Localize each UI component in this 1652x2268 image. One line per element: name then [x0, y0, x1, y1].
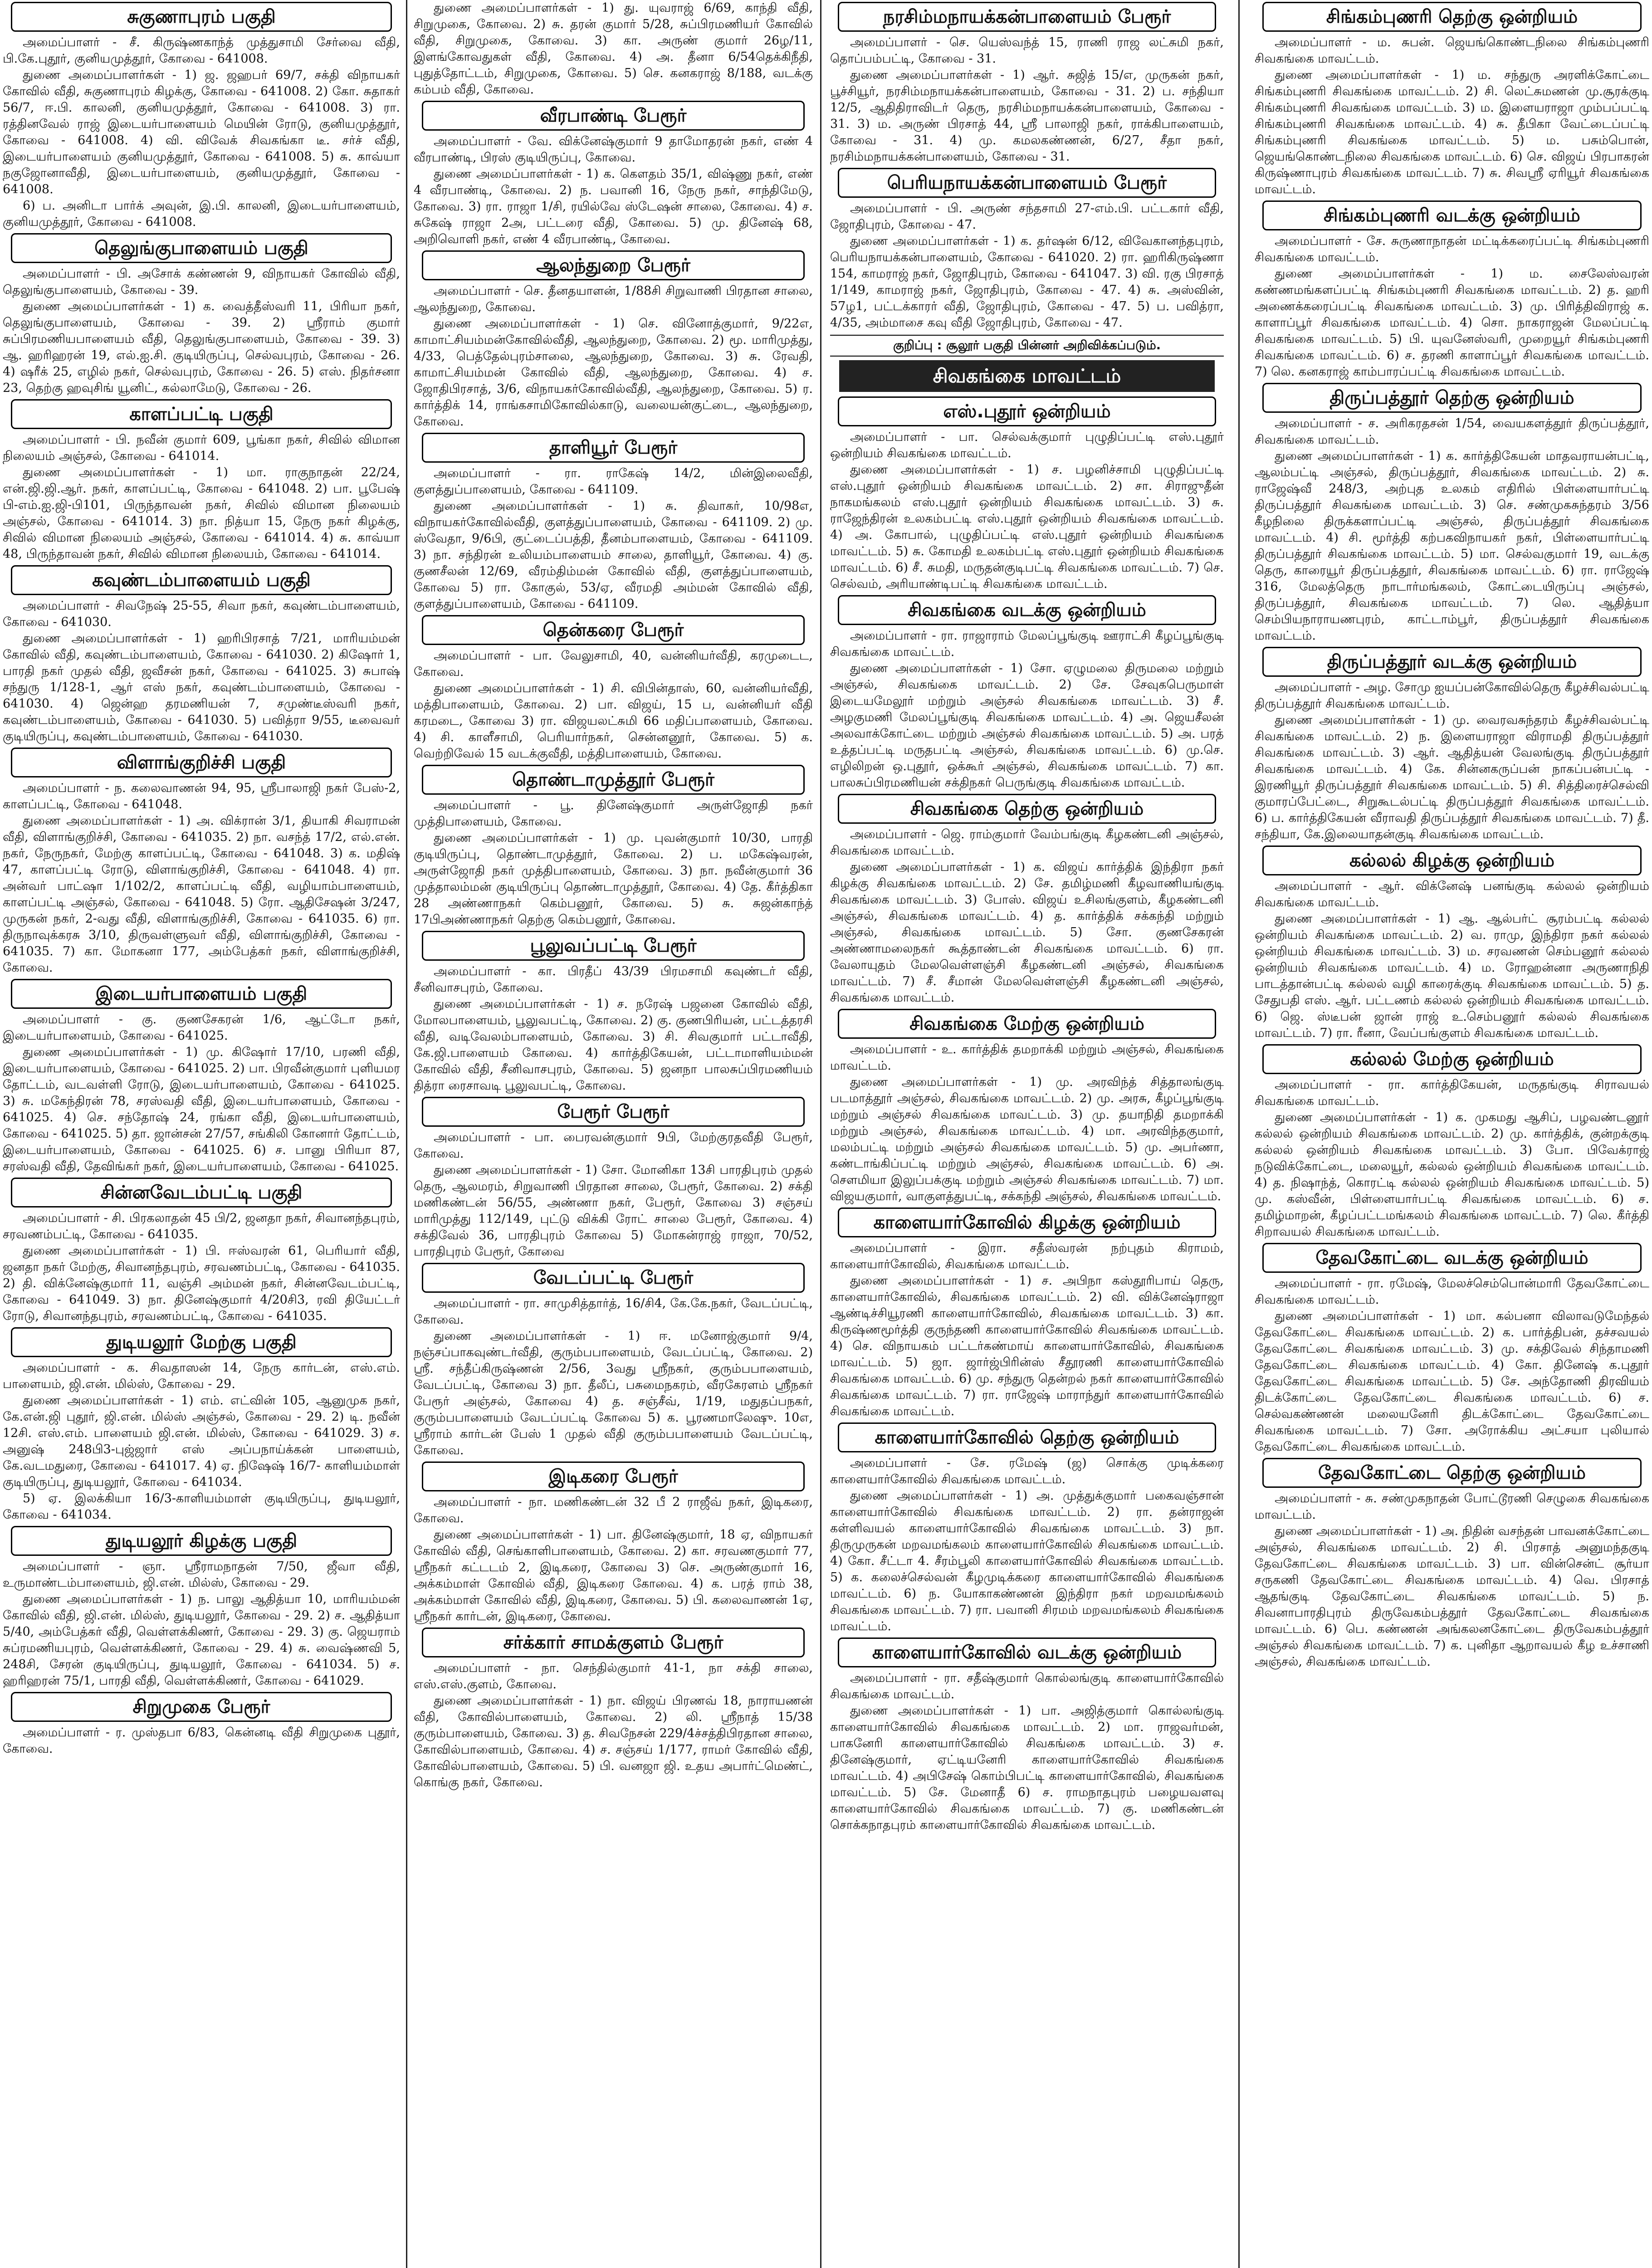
section-paragraph: அமைப்பாளர் - பூ. தினேஷ்குமார் அருள்ஜோதி நகர் முத்திபாளையம், கோவை. — [414, 798, 813, 829]
section-title: சுகுணாபுரம் பகுதி — [11, 2, 392, 32]
section — [0, 1526, 403, 1689]
section-paragraph: அமைப்பாளர் - ந. கலைவாணன் 94, 95, ஸ்ரீபாலாஜி நகர் பேஸ்-2, காளப்பட்டி, கோவை - 641048. — [3, 781, 400, 811]
section — [411, 433, 816, 612]
section-title: சிங்கம்புணரி வடக்கு ஒன்றியம் — [1262, 200, 1641, 230]
section-paragraph: துணை அமைப்பாளர்கள் - 1) க. வைத்தீஸ்வரி 11, பிரியா நகர், தெலுங்குபாளையம், கோவை - 39. 2) ஸ்ரீராம் குமார் சுப்பிரமணியபாளையம் வீதி, தெலுங்குபாளையம், கோவை - 39. 3) ஆ. ஹரிஹரன் 19, எல்.ஐ.சி. குடியிருப்பு, செல்வபுரம், கோவை - 26. 4) ஷரீக் 25, எழில் நகர், செல்வபுரம், கோவை - 26. 5) எஸ். நிதர்சனா 23, தெற்கு ஹவுசிங் யூனிட், கல்லாமேடு, கோவை - 26. — [3, 299, 400, 395]
section-paragraph: அமைப்பாளர் - க. சிவதாஸன் 14, நேரு கார்டன், எஸ்.எம். பாளையம், ஜி.என். மில்ஸ், கோவை - 29. — [3, 1361, 400, 1391]
section-paragraph: அமைப்பாளர் - உ. கார்த்திக் தமறாக்கி மற்றும் அஞ்சல், சிவகங்கை மாவட்டம். — [830, 1042, 1224, 1073]
section-paragraph: அமைப்பாளர் - ரா. ராகேஷ் 14/2, மின்இலைவீதி, குளத்துப்பாளையம், கோவை - 641109. — [414, 466, 813, 497]
section-title: இடையர்பாளையம் பகுதி — [11, 979, 392, 1009]
section-paragraph: அமைப்பாளர் - கு. குணசேகரன் 1/6, ஆட்டோ நகர், இடையர்பாளையம், கோவை - 641025. — [3, 1012, 400, 1043]
section-title: இடிகரை பேரூர் — [422, 1461, 805, 1491]
section-paragraph: துணை அமைப்பாளர்கள் - 1) அ. விக்ரான் 3/1, தியாகி சிவராமன் வீதி, விளாங்குறிச்சி, கோவை - 641035. 2) நா. வசந்த் 17/2, எல்.என். நகர், நேருநகர், மேற்கு காளப்பட்டி, கோவை - 641048. 3) க. மதிஷ் 47, காளப்பட்டி ரோடு, விளாங்குறிச்சி, கோவை - 641048. 4) ரா. அன்வர் பாட்ஷா 1/102/2, காளப்பட்டி வீதி, வழியாம்பாளையம், காளப்பட்டி அஞ்சல், கோவை - 641048. 5) ரோ. ஆதிசேஷன் 3/247, முருகன் நகர், 2-வது வீதி, விளாங்குறிச்சி, கோவை - 641035. 6) ரா. திருநாவுக்கரசு 3/10, திருவள்ளுவர் வீதி, விளாங்குறிச்சி, கோவை - 641035. 7) கா. மோகனா 177, அம்பேத்கர் நகர், விளாங்குறிச்சி, கோவை. — [3, 814, 400, 975]
announcement-note: குறிப்பு : சூலூர் பகுதி பின்னர் அறிவிக்கப்படும். — [830, 335, 1224, 357]
section — [0, 1327, 403, 1523]
section-title: ஆலந்துறை பேரூர் — [422, 250, 805, 280]
section — [411, 1263, 816, 1459]
section-paragraph: துணை அமைப்பாளர்கள் - 1) ஹரிபிரசாத் 7/21, மாரியம்மன் கோவில் வீதி, கவுண்டம்பாளையம், கோவை - 641030. 2) கிஷோர் 1, பாரதி நகர் முதல் வீதி, ஜவீசன் நகர், கோவை - 641025. 3) சுபாஷ் சந்துரு 1/128-1, ஆர் எஸ் நகர், கவுண்டம்பாளையம், கோவை - 641030. 4) ஜென்ஹ தரமணியன் 7, சமுண்டீஸ்வரி நகர், கவுண்டம்பாளையம், கோவை - 641030. 5) பவித்ரா 9/55, டீவைவர் குடியிருப்பு, கவுண்டம்பாளையம், கோவை - 641030. — [3, 631, 400, 743]
section-title: வேடப்பட்டி பேரூர் — [422, 1263, 805, 1293]
section — [0, 979, 403, 1175]
section-paragraph: அமைப்பாளர் - பி. அருண் சந்தசாமி 27-எம்.பி. பட்டகார் வீதி, ஜோதிபுரம், கோவை - 47. — [830, 201, 1224, 232]
section-paragraph: துணை அமைப்பாளர்கள் - 1) மு. வைரவசுந்தரம் கீழச்சிவல்பட்டி சிவகங்கை மாவட்டம். 2) ந. இளையராஜா விராமதி திருப்பத்தூர் சிவகங்கை மாவட்டம். 3) ஆர். ஆதித்யன் வேலங்குடி திருப்பத்தூர் சிவகங்கை மாவட்டம். 4) கே. சின்னகருப்பன் நாகப்பன்பட்டி - இரணியூர் திருப்பத்தூர் சிவகங்கை மாவட்டம். 5) சி. சித்திரைச்செல்வி குமாரப்பேட்டை, சிறுகூடல்பட்டி திருப்பத்தூர் சிவகங்கை மாவட்டம். 6) ப. கார்த்திகேயன் வீராவதி திருப்பத்தூர் சிவகங்கை மாவட்டம். 7) தீ. சந்தியா, கே.இலையாதன்குடி சிவகங்கை மாவட்டம். — [1255, 713, 1649, 841]
column-4 — [1252, 0, 1652, 2268]
section-title: தேவகோட்டை தெற்கு ஒன்றியம் — [1262, 1458, 1641, 1488]
section-paragraph: துணை அமைப்பாளர்கள் - 1) சு. திவாகர், 10/98எ, விநாயகர்கோவில்வீதி, குளத்துப்பாளையம், கோவை - 641109. 2) மு. ஸ்வேதா, 9/6பி, குட்டைப்பத்தி, தீனம்பாளையம், கோவை - 641109. 3) நா. சந்திரன் உலியம்பாளையம் சாலை, தாளியூர், கோவை. 4) கு. குணசீலன் 12/69, வீரம்திம்மன் கோவில் வீதி, குளத்துப்பாளையம், கோவை 5) ரா. கோகுல், 53/ஏ, வீரமதி அம்மன் கோவில் வீதி, குளத்துப்பாளையம், கோவை - 641109. — [414, 499, 813, 611]
section-paragraph: துணை அமைப்பாளர்கள் - 1) ம. சைலேஸ்வரன் கண்ணமங்களப்பட்டி சிங்கம்புணரி சிவகங்கை மாவட்டம். 2) த. ஹரி அணைக்கரைப்பட்டி சிவகங்கை மாவட்டம். 3) மு. பிரித்திவிராஜ் க. காளாப்பூர் சிவகங்கை மாவட்டம். 4) சொ. நாகராஜன் மேலப்பட்டி சிவகங்கை மாவட்டம். 5) பி. யுவனேஸ்வரி, முறையூர் சிங்கம்புணரி சிவகங்கை மாவட்டம். 6) ச. தரணி காளாப்பூர் சிவகங்கை மாவட்டம். 7) லெ. கனகராஜ் காம்பாரப்பட்டி சிவகங்கை மாவட்டம். — [1255, 267, 1649, 379]
column-divider — [820, 0, 821, 2268]
section-title: பூலுவப்பட்டி பேரூர் — [422, 931, 805, 961]
section-title: காளையார்கோவில் வடக்கு ஒன்றியம் — [838, 1637, 1216, 1667]
section — [411, 101, 816, 248]
section — [411, 615, 816, 762]
section — [827, 595, 1227, 791]
section-paragraph: அமைப்பாளர் - சீ. கிருஷ்ணகாந்த் முத்துசாமி சேர்வை வீதி, பி.கே.புதூர், குனியமுத்தூர், கோவை - 641008. — [3, 35, 400, 66]
section-paragraph: அமைப்பாளர் - சி. பிரகலாதன் 45 பி/2, ஜனதா நகர், சிவானந்தபுரம், சரவணம்பட்டி, கோவை - 641035. — [3, 1211, 400, 1242]
column-3 — [827, 0, 1227, 2268]
section-title: துடியலூர் மேற்கு பகுதி — [11, 1327, 392, 1357]
section-paragraph: துணை அமைப்பாளர்கள் - 1) எம். எட்வின் 105, ஆனுமுக நகர், கே.என்.ஜி புதூர், ஜி.என். மில்ஸ் அஞ்சல், கோவை - 29. 2) டி. நவீன் 12சி. எஸ்.எம். பாளையம் ஜி.என். மில்ஸ், கோவை - 641029. 3) ச. அனுஷ் 248பி3-புஜ்ஜார் எஸ் அப்பநாய்க்கன் பாளையம், கே.வடமதுரை, கோவை - 641017. 4) ஏ. நிஷேஷ் 16/7- காளியம்மாள் குடியிருப்பு, துடியலூர், கோவை - 641034. — [3, 1393, 400, 1489]
section-title: சின்னவேடம்பட்டி பகுதி — [11, 1178, 392, 1207]
section-title: பேரூர் பேரூர் — [422, 1097, 805, 1127]
section-paragraph: 6) ப. அனிடா பார்க் அவுன், இ.பி. காலனி, இடையர்பாளையம், குனியமுத்தூர், கோவை - 641008. — [3, 199, 400, 229]
section-paragraph: அமைப்பாளர் - சே. ரமேஷ் (ஜ) சொக்கு முடிக்கரை காளையார்கோவில் சிவகங்கை மாவட்டம். — [830, 1456, 1224, 1486]
section — [1252, 846, 1652, 1041]
section — [827, 794, 1227, 1006]
section-paragraph: துணை அமைப்பாளர்கள் - 1) மு. புவன்குமார் 10/30, பாரதி குடியிருப்பு, தொண்டாமுத்தூர், கோவை. 2) ப. மகேஷ்வரன், அருள்ஜோதி நகர் முத்திபாளையம், கோவை. 3) நா. நவீன்குமார் 36 முத்தாலம்மன் குடியிருப்பு தொண்டாமுத்தூர், கோவை. 4) தே. கீர்த்திகா 28 அண்ணாநகர் கெம்பனூர், கோவை. 5) சு. சுஜன்காந்த் 17பிஅண்ணாநகர் தெற்கு கெம்பனூர், கோவை. — [414, 831, 813, 927]
section-title: தெலுங்குபாளையம் பகுதி — [11, 233, 392, 263]
column-1 — [0, 0, 403, 2268]
section-title: தொண்டாமுத்தூர் பேரூர் — [422, 765, 805, 795]
section-paragraph: துணை அமைப்பாளர்கள் - 1) சி. விபின்தாஸ், 60, வன்னியர்வீதி, மத்திபாளையம், கோவை. 2) பா. விஜய், 15 ப, வன்னியர் வீதி கரமடை, கோவை 3) ரா. விஜயலட்சுமி 66 மதிப்பாளையம், கோவை. 4) சி. காளீசாமி, பெரியார்நகர், சென்னனூர், கோவை. 5) க. வெற்றிவேல் 15 வடக்குவீதி, மத்திபாளையம், கோவை. — [414, 681, 813, 761]
section-title: கல்லல் கிழக்கு ஒன்றியம் — [1262, 846, 1641, 875]
section — [827, 1637, 1227, 1833]
section-paragraph: அமைப்பாளர் - ரா. சாமுசித்தார்த், 16/சி4, கே.கே.நகர், வேடப்பட்டி, கோவை. — [414, 1296, 813, 1327]
section-paragraph: அமைப்பாளர் - ரா. ரமேஷ், மேலச்செம்பொன்மாரி தேவகோட்டை சிவகங்கை மாவட்டம். — [1255, 1276, 1649, 1307]
section-paragraph: துணை அமைப்பாளர்கள் - 1) ஜ. ஜஹபர் 69/7, சக்தி விநாயகர் கோவில் வீதி, சுகுணாபுரம் கிழக்கு, கோவை - 641008. 2) கோ. சுதாகர் 56/7, ஈ.பி. காலனி, குனியமுத்தூர், கோவை - 641008. 3) ரா. ரத்தினவேல் ராஜ் இடையர்பாளையம் மெயின் ரோடு, குனியமுத்தூர், கோவை - 641008. 4) வி. விவேக் சிவகங்கா டீ. சர்ச் வீதி, இடையர்பாளையம் குனியமுத்தூர், கோவை - 641008. 5) சு. காவ்யா நகுஜோனாவீதி, இடையர்பாளையம், குனியமுத்தூர், கோவை - 641008. — [3, 68, 400, 196]
section-paragraph: துணை அமைப்பாளர்கள் - 1) ச. அபிநா கஸ்தூரிபாய் தெரு, காளையார்கோவில், சிவகங்கை மாவட்டம். 2) வி. விக்னேஷ்ராஜா ஆண்டிச்சியூரணி காளையார்கோவில், சிவகங்கை மாவட்டம். 3) கா. கிருஷ்ணமூர்த்தி குருந்தணி காளையார்கோவில் சிவகங்கை மாவட்டம். 4) செ. விநாயகம் பட்டர்கண்மாய் காளையார்கோவில், சிவகங்கை மாவட்டம். 5) ஜா. ஜார்ஜ்பிரின்ஸ் சீதூரணி காளையார்கோவில் சிவகங்கை மாவட்டம். 6) மு. சந்துரு தென்றல் நகர் காளையார்கோவில் சிவகங்கை மாவட்டம். 7) ரா. ராஜேஷ் மாராந்துர் காளையார்கோவில் சிவகங்கை மாவட்டம். — [830, 1274, 1224, 1418]
section-paragraph: அமைப்பாளர் - பா. வேலுசாமி, 40, வன்னியர்வீதி, கரமுடைட, கோவை. — [414, 649, 813, 679]
section-title: கவுண்டம்பாளையம் பகுதி — [11, 565, 392, 595]
section-paragraph: அமைப்பாளர் - ச. அரிகரதசன் 1/54, வையகளத்தூர் திருப்பத்தூர், சிவகங்கை மாவட்டம். — [1255, 416, 1649, 447]
section-paragraph: துணை அமைப்பாளர்கள் - 1) நா. விஜய் பிரணவ் 18, நாராயணன் வீதி, கோவில்பாளையம், கோவை. 2) லி. ஸ்ரீநாத் 15/38 குரும்பாளையம், கோவை. 3) த. சிவநேசன் 229/4ச்சத்திபிரதான சாலை, கோவில்பாளையம், கோவை. 4) ச. சஞ்சய் 1/177, ராமர் கோவில் வீதி, கோவில்பாளையம், கோவை. 5) பி. வனஜா ஜி. உதய அபார்ட்மெண்ட், கொங்கு நகர், கோவை. — [414, 1694, 813, 1789]
section-paragraph: துணை அமைப்பாளர்கள் - 1) பா. தினேஷ்குமார், 18 ஏ, விநாயகர் கோவில் வீதி, செங்காளிபாளையம், கோவை. 2) கா. சரவணகுமார் 77, ஸ்ரீநகர் கட்டடம் 2, இடிகரை, கோவை 3) செ. அருண்குமார் 16, அக்கம்மாள் கோவில் வீதி, இடிகரை கோவை. 4) க. பரத் ராம் 38, அக்கம்மாள் கோவில் வீதி, இடிகரை, கோவை. 5) பி. கலைவாணன் 1ஏ, ஸ்ரீநகர் கார்டன், இடிகரை, கோவை. — [414, 1528, 813, 1623]
section-paragraph: அமைப்பாளர் - சே. சுருணாநாதன் மட்டிக்கரைப்பட்டி சிங்கம்புணரி சிவகங்கை மாவட்டம். — [1255, 234, 1649, 264]
section-paragraph: துணை அமைப்பாளர்கள் - 1) ச. பழனிச்சாமி புழுதிப்பட்டி எஸ்.புதூர் ஒன்றியம் சிவகங்கை மாவட்டம். 2) சா. சிராஜுதீன் நாகமங்கலம் எஸ்.புதூர் ஒன்றியம் சிவகங்கை மாவட்டம். 3) சு. ராஜேந்திரன் உலகம்பட்டி எஸ்.புதூர் ஒன்றியம் சிவகங்கை மாவட்டம். 4) அ. கோபால், புழுதிப்பட்டி எஸ்.புதூர் ஒன்றியம் சிவகங்கை மாவட்டம். 5) சு. கோமதி உலகம்பட்டி எஸ்.புதூர் ஒன்றியம் சிவகங்கை மாவட்டம். 6) சீ. சுமதி, மருதன்குடிபட்டி சிவகங்கை மாவட்டம். 7) செ. செல்வம், அரியாண்டிபட்டி சிவகங்கை மாவட்டம். — [830, 463, 1224, 591]
section-paragraph: துணை அமைப்பாளர்கள் - 1) ந. பாலு ஆதித்யா 10, மாரியம்மன் கோவில் வீதி, ஜி.என். மில்ஸ், துடியலூர், கோவை - 29. 2) ச. ஆதித்யா 5/40, அம்பேத்கர் வீதி, வெள்ளக்கிணர், கோவை - 29. 3) கு. ஜெயராம் சுப்ரமணியபுரம், வெள்ளக்கிணர், கோவை - 29. 4) சு. வைஷ்ணவி 5, 248சி, சேரன் குடியிருப்பு, துடியலூர், கோவை - 641034. 5) ச. ஹரிஹரன் 75/1, பாரதி வீதி, வெள்ளக்கிணர், கோவை - 641029. — [3, 1592, 400, 1688]
section-paragraph: துணை அமைப்பாளர்கள் - 1) ஆர். சுஜித் 15/எ, முருகன் நகர், பூச்சியூர், நரசிம்மநாயக்கன்பாளையம், கோவை - 31. 2) ப. சந்தியா 12/5, ஆதிதிராவிடர் தெரு, நரசிம்மநாயக்கன்பாளையம், கோவை - 31. 3) ம. அருண் பிரசாத் 44, ஸ்ரீ பாலாஜி நகர், ராக்கிபாளையம், கோவை - 31. 4) மு. கமலகண்ணன், 6/27, சீதா நகர், நரசிம்மநாயக்கன்பாளையம், கோவை - 31. — [830, 68, 1224, 164]
section-title: விளாங்குறிச்சி பகுதி — [11, 748, 392, 777]
section-paragraph: அமைப்பாளர் - நா. மணிகண்டன் 32 பீ 2 ராஜீவ் நகர், இடிகரை, கோவை. — [414, 1495, 813, 1525]
section — [1252, 2, 1652, 198]
section-paragraph: துணை அமைப்பாளர்கள் - 1) ச. நரேஷ் பஜனை கோவில் வீதி, மோலபாளையம், பூலுவபட்டி, கோவை. 2) கு. குணபிரியன், பட்டத்தரசி வீதி, வடிவேலம்பாளையம், கோவை. 3) சி. சிவகுமார் பட்டாவீதி, கே.ஜி.பாளையம் கோவை. 4) கார்த்திகேயன், பட்டாமாளியம்மன் கோவில் வீதி, சீனிவாசபுரம், கோவை. 5) ஜனநா பாலசுப்பிரமணியம் தித்ரா ரைசாவடி பூலுவபட்டி, கோவை. — [414, 997, 813, 1093]
section-paragraph: துணை அமைப்பாளர்கள் - 1) க. கௌதம் 35/1, விஷ்ணு நகர், எண் 4 வீரபாண்டி, கோவை. 2) ந. பவானி 16, நேரு நகர், சாந்திமேடு, கோவை. 3) ரா. ராஜா 1/சி, ரயில்வே ஸ்டேஷன் சாலை, கோவை. 4) ச. சுகேஷ் ராஜா 2அ, பட்டரை வீதி, கோவை. 5) மு. தினேஷ் 68, அறிவொளி நகர், எண் 4 வீரபாண்டி, கோவை. — [414, 167, 813, 246]
section-paragraph: துணை அமைப்பாளர்கள் - 1) செ. வினோத்குமார், 9/22எ, காமாட்சியம்மன்கோவில்வீதி, ஆலந்துறை, கோவை. 2) மூ. மாரிமுத்து, 4/33, பெத்தேல்புரம்சாலை, ஆலந்துறை, கோவை. 3) சு. ரேவதி, காமாட்சியம்மன் கோவில் வீதி, ஆலந்துறை, கோவை. 4) ச. ஜோதிபிரசாத், 3/6, விநாயகர்கோவில்வீதி, ஆலந்துறை, கோவை. 5) ர. கார்த்திக் 14, ராங்கசாமிகோவில்காடு, வலையன்குட்டை, ஆலந்துறை, கோவை. — [414, 317, 813, 429]
section-paragraph: அமைப்பாளர் - ஆர். விக்னேஷ் பனங்குடி கல்லல் ஒன்றியம் சிவகங்கை மாவட்டம். — [1255, 879, 1649, 909]
section — [1252, 1243, 1652, 1455]
section-paragraph: அமைப்பாளர் - அழ. சோமு ஐயப்பன்கோவில்தெரு கீழச்சிவல்பட்டி திருப்பத்தூர் சிவகங்கை மாவட்டம். — [1255, 680, 1649, 711]
section-paragraph: துணை அமைப்பாளர்கள் - 1) மா. கல்பனா விலாவடுமேந்தல் தேவகோட்டை சிவகங்கை மாவட்டம். 2) க. பார்த்திபன், தச்சவயல் தேவகோட்டை சிவகங்கை மாவட்டம். 3) மு. சக்திவேல் சிந்தாமணி தேவகோட்டை சிவகங்கை மாவட்டம். 4) கோ. தினேஷ் க.புதூர் தேவகோட்டை சிவகங்கை மாவட்டம். 5) சே. அந்தோணி திரவியம் திடக்கோட்டை தேவகோட்டை சிவகங்கை மாவட்டம். 6) ச. செல்வகண்ணன் மலையனேரி திடக்கோட்டை தேவகோட்டை சிவகங்கை மாவட்டம். 7) சோ. அரோக்கிய அட்சயா புலியால் தேவகோட்டை சிவகங்கை மாவட்டம். — [1255, 1309, 1649, 1454]
section-title: காளையார்கோவில் கிழக்கு ஒன்றியம் — [838, 1207, 1216, 1237]
section-paragraph: அமைப்பாளர் - ஞா. ஸ்ரீராமநாதன் 7/50, ஜீவா வீதி, உருமாண்டம்பாளையம், ஜி.என். மில்ஸ், கோவை - 29. — [3, 1559, 400, 1590]
section-paragraph: துணை அமைப்பாளர்கள் - 1) பி. ஈஸ்வரன் 61, பெரியார் வீதி, ஜனதா நகர் மேற்கு, சிவானந்தபுரம், சரவணம்பட்டி, கோவை - 641035. 2) தி. விக்னேஷ்குமார் 11, வஞ்சி அம்மன் நகர், சின்னவேடம்பட்டி, கோவை - 641049. 3) நா. தினேஷ்குமார் 4/20சி3, ரவி தியேட்டர் ரோடு, சிவானந்தபுரம், சரவணம்பட்டி, கோவை - 641035. — [3, 1244, 400, 1323]
section-title: எஸ்.புதூர் ஒன்றியம் — [838, 396, 1216, 426]
section — [411, 765, 816, 928]
section — [0, 399, 403, 562]
column-2 — [411, 0, 816, 2268]
section-paragraph: துணை அமைப்பாளர்கள் - 1) சோ. மோனிகா 13சி பாரதிபுரம் முதல் தெரு, ஆலமரம், சிறுவாணி பிரதான சாலை, பேரூர், கோவை. 2) சக்தி மணிகண்டன் 56/55, அண்ணா நகர், பேரூர், கோவை 3) சஞ்சய் மாரிமுத்து 112/149, புட்டு விக்கி ரோட் சாலை பேரூர், கோவை. 4) சக்திவேல் 36, பாரதிபுரம் கோவை 5) மோகன்ராஜ் ராஜா, 70/52, பாரதிபுரம் பேரூர், கோவை — [414, 1163, 813, 1259]
section — [411, 1628, 816, 1791]
section-title: சிவகங்கை மேற்கு ஒன்றியம் — [838, 1009, 1216, 1039]
section — [0, 565, 403, 745]
section-paragraph: துணை அமைப்பாளர்கள் - 1) க. முகமது ஆசிப், பழவண்டனூர் கல்லல் ஒன்றியம் சிவகங்கை மாவட்டம். 2) மு. கார்த்திக், குன்றக்குடி கல்லல் ஒன்றியம் சிவகங்கை மாவட்டம். 3) போ. பிவேக்ராஜ் நடுவிக்கோட்டை, மலையூர், கல்லல் ஒன்றியம் சிவகங்கை மாவட்டம். 4) த. நிஷாந்த், கொரட்டி கல்லல் ஒன்றியம் சிவகங்கை மாவட்டம். 5) மு. கஸ்வீன், பிள்ளையார்பட்டி சிவகங்கை மாவட்டம். 6) ச. தமிழ்மாறன், கீழப்பட்டமங்கலம் சிவகங்கை மாவட்டம். 7) லெ. கீர்த்தி சிறாவயல் சிவகங்கை மாவட்டம். — [1255, 1110, 1649, 1239]
section-paragraph: அமைப்பாளர் - பா. செல்வக்குமார் புழுதிப்பட்டி எஸ்.புதூர் ஒன்றியம் சிவகங்கை மாவட்டம். — [830, 430, 1224, 460]
section — [411, 250, 816, 430]
section-paragraph: அமைப்பாளர் - ம. சுபன். ஜெயங்கொண்டநிலை சிங்கம்புணரி சிவகங்கை மாவட்டம். — [1255, 35, 1649, 66]
section-paragraph: அமைப்பாளர் - இரா. சதீஸ்வரன் நற்புதம் கிராமம், காளையார்கோவில், சிவகங்கை மாவட்டம். — [830, 1241, 1224, 1271]
section-paragraph: அமைப்பாளர் - ரா. சதீஷ்குமார் கொல்லங்குடி காளையார்கோவில் சிவகங்கை மாவட்டம். — [830, 1671, 1224, 1701]
section-paragraph: துணை அமைப்பாளர்கள் - 1) அ. நிதின் வசந்தன் பாவனக்கோட்டை அஞ்சல், சிவகங்கை மாவட்டம். 2) சி. பிரசாத் அனுமந்தகுடி தேவகோட்டை சிவகங்கை மாவட்டம். 3) பா. வின்சென்ட் சூர்யா சருகணி தேவகோட்டை சிவகங்கை மாவட்டம். 4) வெ. பிரசாத் ஆதங்குடி தேவகோட்டை சிவகங்கை மாவட்டம். 5) ந. சிவனாபாரதிபுரம் திருவேகம்பத்தூர் தேவகோட்டை சிவகங்கை மாவட்டம். 6) பெ. கண்ணன் அங்கலனகோட்டை திருவேகம்பத்தூர் அஞ்சல் சிவகங்கை மாவட்டம். 7) க. புனிதா ஆறாவயல் கீழ உச்சாணி அஞ்சல், சிவகங்கை மாவட்டம். — [1255, 1524, 1649, 1669]
section-paragraph: அமைப்பாளர் - செ. யெஸ்வந்த் 15, ராணி ராஜ லட்சுமி நகர், தொப்பம்பட்டி, கோவை - 31. — [830, 35, 1224, 66]
section — [827, 1422, 1227, 1635]
section-paragraph: துணை அமைப்பாளர்கள் - 1) மு. அரவிந்த் சித்தாலங்குடி படமாத்தூர் அஞ்சல், சிவகங்கை மாவட்டம். 2) மு. அரசு, கீழப்பூங்குடி மற்றும் அஞ்சல் சிவகங்கை மாவட்டம். 3) மு. தயாநிதி தமறாக்கி மற்றும் அஞ்சல், சிவகங்கை மாவட்டம். 4) மா. அரவிந்தகுமார், மலம்பட்டி மற்றும் அஞ்சல் சிவகங்கை மாவட்டம். 5) மு. அபர்ணா, கண்டாங்கிப்பட்டி மற்றும் அஞ்சல், சிவகங்கை மாவட்டம். 6) அ. சௌமியா இலுப்பக்குடி மற்றும் அஞ்சல் சிவகங்கை மாவட்டம். 7) மா. விஜயகுமார், வாகுளத்துபட்டி, சக்கந்தி அஞ்சல், சிவகங்கை மாவட்டம். — [830, 1075, 1224, 1203]
section-title: தேவகோட்டை வடக்கு ஒன்றியம் — [1262, 1243, 1641, 1273]
section-paragraph: அமைப்பாளர் - செ. தீனதயாளன், 1/88சி சிறுவாணி பிரதான சாலை, ஆலந்துறை, கோவை. — [414, 284, 813, 314]
section-paragraph: அமைப்பாளர் - பி. நவீன் குமார் 609, பூங்கா நகர், சிவில் விமான நிலையம் அஞ்சல், கோவை - 641014. — [3, 433, 400, 463]
section-title: தென்கரை பேரூர் — [422, 615, 805, 645]
section — [1252, 1458, 1652, 1670]
section-title: பெரியநாயக்கன்பாளையம் பேரூர் — [838, 168, 1216, 198]
section-title: நரசிம்மநாயக்கன்பாளையம் பேரூர் — [838, 2, 1216, 32]
section-paragraph: அமைப்பாளர் - நா. செந்தில்குமார் 41-1, நா சக்தி சாலை, எஸ்.எஸ்.குளம், கோவை. — [414, 1661, 813, 1691]
column-divider — [406, 0, 407, 2268]
section — [827, 2, 1227, 165]
section — [0, 2, 403, 230]
section-paragraph: அமைப்பாளர் - பி. அசோக் கண்ணன் 9, விநாயகர் கோவில் வீதி, தெலுங்குபாளையம், கோவை - 39. — [3, 267, 400, 297]
section-paragraph: துணை அமைப்பாளர்கள் - 1) க. கார்த்திகேயன் மாதவராயன்பட்டி, ஆலம்பட்டி அஞ்சல், திருப்பத்தூர், சிவகங்கை மாவட்டம். 2) சு. ராஜேஷ்வீ 248/3, அற்புத உலகம் எதிரில் பிள்ளையார்பட்டி திருப்பத்தூர் சிவகங்கை மாவட்டம். 3) செ. சண்முகசுந்தரம் 3/56 கீழநிலை திருக்களாப்பட்டி அஞ்சல், திருப்பத்தூர் சிவகங்கை மாவட்டம். 4) சி. மூர்த்தி கற்பகவிநாயகர் நகர், பிள்ளையார்பட்டி திருப்பத்தூர் சிவகங்கை மாவட்டம். 5) மா. செல்வகுமார் 19, வடக்கு தெரு, காரையூர் திருப்பத்தூர், சிவகங்கை மாவட்டம். 6) ரா. ராஜேஷ் 316, மேலத்தெரு நாடார்மங்கலம், கோட்டையிருப்பு அஞ்சல், திருப்பத்தூர், சிவகங்கை மாவட்டம். 7) லெ. ஆதித்யா செம்பியநாராயணபுரம், காட்டாம்பூர், திருப்பத்தூர் சிவகங்கை மாவட்டம். — [1255, 449, 1649, 643]
section — [0, 233, 403, 396]
section-paragraph: அமைப்பாளர் - சிவநேஷ் 25-55, சிவா நகர், கவுண்டம்பாளையம், கோவை - 641030. — [3, 599, 400, 629]
section — [1252, 647, 1652, 843]
section — [827, 396, 1227, 592]
section-paragraph: துணை அமைப்பாளர்கள் - 1) மு. கிஷோர் 17/10, பரணி வீதி, இடையர்பாளையம், கோவை - 641025. 2) பா. பிரவீன்குமார் புளியமர தோட்டம், வடவள்ளி ரோடு, இடையர்பாளையம், கோவை - 641025. 3) சு. மகேந்திரன் 78, சரஸ்வதி வீதி, இடையர்பாளையம், கோவை - 641025. 4) செ. சந்தோஷ் 24, ரங்கா வீதி, இடையர்பாளையம், கோவை - 641025. 5) தா. ஜான்சன் 27/57, சங்கிலி கோனார் தோட்டம், இடையர்பாளையம், கோவை - 641025. 6) ச. பானு பிரியா 87, சரஸ்வதி வீதி, தேவிங்கர் நகர், இடையர்பாளையம், கோவை - 641025. — [3, 1045, 400, 1173]
section-paragraph: துணை அமைப்பாளர்கள் - 1) மா. ராகுநாதன் 22/24, என்.ஜி.ஜி.ஆர். நகர், காளப்பட்டி, கோவை - 641048. 2) பா. பூபேஷ் பி-எம்.ஐ.ஜி-பி101, பிருந்தாவன் நகர், சிவில் விமான நிலையம் அஞ்சல், கோவை - 641014. 3) நா. நித்யா 15, நேரு நகர் கிழக்கு, சிவில் விமான நிலையம் அஞ்சல், கோவை - 641014. 4) சு. காவ்யா 48, பிருந்தாவன் நகர், சிவில் விமான நிலையம், கோவை - 641014. — [3, 465, 400, 561]
section-paragraph: அமைப்பாளர் - ர. முஸ்தபா 6/83, கென்னடி வீதி சிறுமுகை புதூர், கோவை. — [3, 1725, 400, 1756]
section-title: சிவகங்கை வடக்கு ஒன்றியம் — [838, 595, 1216, 625]
section-title: சர்க்கார் சாமக்குளம் பேரூர் — [422, 1628, 805, 1657]
section — [411, 1097, 816, 1260]
section-paragraph: அமைப்பாளர் - சு. சண்முகநாதன் போட்டூரணி செழுகை சிவகங்கை மாவட்டம். — [1255, 1491, 1649, 1522]
section — [411, 0, 816, 98]
section-title: திருப்பத்தூர் வடக்கு ஒன்றியம் — [1262, 647, 1641, 677]
section-title: திருப்பத்தூர் தெற்கு ஒன்றியம் — [1262, 383, 1641, 413]
section-paragraph: அமைப்பாளர் - வே. விக்னேஷ்குமார் 9 தாமோதரன் நகர், எண் 4 வீரபாண்டி, பிரஸ் குடியிருப்பு, கோவை. — [414, 134, 813, 165]
section-paragraph: துணை அமைப்பாளர்கள் - 1) அ. முத்துக்குமார் பகைவஞ்சான் காளையார்கோவில் சிவகங்கை மாவட்டம். 2) ரா. தன்ராஜன் கள்ளிவயல் காளையார்கோவில் சிவகங்கை மாவட்டம். 3) நா. திருமுருகன் மறவமங்கலம் காளையார்கோவில் சிவகங்கை மாவட்டம். 4) கோ. சீட்டா 4. சீரம்பூலி காளையார்கோவில் சிவகங்கை மாவட்டம். 5) க. கலைச்செல்வன் கீழமுடிக்கரை காளையார்கோவில் சிவகங்கை மாவட்டம். 6) ந. யோகாகண்ணன் இந்திரா நகர் மறவமங்கலம் சிவகங்கை மாவட்டம். 7) ரா. பவானி சிரமம் மறவமங்கலம் சிவகங்கை மாவட்டம். — [830, 1489, 1224, 1633]
section-paragraph: அமைப்பாளர் - பா. பைரவன்குமார் 9பி, மேற்குரதவீதி பேரூர், கோவை. — [414, 1130, 813, 1161]
section — [827, 1207, 1227, 1420]
section — [411, 931, 816, 1094]
section-title: துடியலூர் கிழக்கு பகுதி — [11, 1526, 392, 1556]
section-paragraph: துணை அமைப்பாளர்கள் - 1) து. யுவராஜ் 6/69, காந்தி வீதி, சிறுமுகை, கோவை. 2) சு. தரன் குமார் 5/28, சுப்பிரமணியர் கோவில் வீதி, சிறுமுகை, கோவை. 3) கா. அருண் குமார் 26ழ/11, இளங்கோவதுகள் வீதி, கோவை. 4) அ. தீனா 6/54தெக்கிநீதி, புதுத்தோட்டம், சிறுமுகை, கோவை. 5) செ. கனகராஜ் 8/188, வடக்கு கம்பம் வீதி, கோவை. — [414, 1, 813, 97]
column-divider — [1238, 0, 1240, 2268]
section-paragraph: துணை அமைப்பாளர்கள் - 1) பா. அஜித்குமார் கொல்லங்குடி காளையார்கோவில் சிவகங்கை மாவட்டம். 2) மா. ராஜவர்மன், பாகனேரி காளையார்கோவில் சிவகங்கை மாவட்டம். 3) ச. தினேஷ்குமார், ஏட்டியனேரி காளையார்கோவில் சிவகங்கை மாவட்டம். 4) அபிசேஷ் கொம்பிபட்டி காளையார்கோவில், சிவகங்கை மாவட்டம். 5) சே. மேனாதீ 6) ச. ராமநாதபுரம் பழையவளவு காளையார்கோவில் சிவகங்கை மாவட்டம். 7) கு. மணிகண்டன் சொக்கநாதபுரம் காளையார்கோவில் சிவகங்கை மாவட்டம். — [830, 1704, 1224, 1832]
section-paragraph: துணை அமைப்பாளர்கள் - 1) ஈ. மனோஜ்குமார் 9/4, நஞ்சப்பாகவுண்டர்வீதி, குரும்பபாளையம், வேடப்பட்டி, கோவை. 2) ஸ்ரீ. சந்தீப்கிருஷ்ணன் 2/56, 3வது ஸ்ரீநகர், குரும்பபாளையம், வேடப்பட்டி, கோவை 3) நா. தீலீப், பசுமைநகரம், வீரகேரளம் ஸ்ரீநகர் பேரூர் அஞ்சல், கோவை 4) த. சஞ்சீவ், 1/19, மதுதப்பநகர், குரும்பபாளையம் வேடப்பட்டி கோவை 5) க. பூரணமாலேஷு. 10எ, ஸ்ரீராம் கார்டன் பேஸ் 1 முதல் வீதி குரும்பபாளையம் வேடப்பட்டி, கோவை. — [414, 1329, 813, 1457]
section-title: சிவகங்கை தெற்கு ஒன்றியம் — [838, 794, 1216, 824]
section — [411, 1461, 816, 1625]
section-paragraph: துணை அமைப்பாளர்கள் - 1) சோ. ஏழுமலை திருமலை மற்றும் அஞ்சல், சிவகங்கை மாவட்டம். 2) சே. சேவுகபெருமாள் இடையமேலூர் மற்றும் அஞ்சல் சிவகங்கை மாவட்டம். 3) சீ. அழகுமணி மேலப்பூங்குடி சிவகங்கை மாவட்டம். 4) அ. ஜெயசீலன் அலவாக்கோட்டை மற்றும் அஞ்சல் சிவகங்கை மாவட்டம். 5) அ. பரத் உத்தப்பட்டி மருதபட்டி அஞ்சல், சிவகங்கை மாவட்டம். 6) மு.செ. எழிலிறன் ஒ.புதூர், ஒக்கூர் அஞ்சல், சிவகங்கை மாவட்டம். 7) கா. பாலசுப்பிரமணியன் சக்திநகர் பெருங்குடி சிவகங்கை மாவட்டம். — [830, 661, 1224, 790]
section-paragraph: அமைப்பாளர் - ஜெ. ராம்குமார் வேம்பங்குடி கீழகண்டனி அஞ்சல், சிவகங்கை மாவட்டம். — [830, 827, 1224, 858]
section-title: தாளியூர் பேரூர் — [422, 433, 805, 463]
section — [1252, 1044, 1652, 1240]
section — [1252, 200, 1652, 380]
section — [0, 1692, 403, 1757]
section-paragraph: துணை அமைப்பாளர்கள் - 1) க. விஜய் கார்த்திக் இந்திரா நகர் கிழக்கு சிவகங்கை மாவட்டம். 2) சே. தமிழ்மணி கீழவாணியங்குடி சிவகங்கை மாவட்டம். 3) போஸ். விஜய் உசிலங்குளம், கீழகண்டனி அஞ்சல், சிவகங்கை மாவட்டம். 4) த. கார்த்திக் சக்கந்தி மற்றும் அஞ்சல், சிவகங்கை மாவட்டம். 5) சோ. குணசேகரன் அண்ணாமலைநகர் கூத்தாண்டன் சிவகங்கை மாவட்டம். 6) ரா. வேலாயுதம் மேலவெள்ளஞ்சி கீழகண்டனி அஞ்சல், சிவகங்கை மாவட்டம். 7) சீ. சீமான் மேலவெள்ளஞ்சி கீழகண்டனி அஞ்சல், சிவகங்கை மாவட்டம். — [830, 860, 1224, 1005]
section-title: வீரபாண்டி பேரூர் — [422, 101, 805, 131]
section-paragraph: அமைப்பாளர் - ரா. கார்த்திகேயன், மருதங்குடி சிராவயல் சிவகங்கை மாவட்டம். — [1255, 1078, 1649, 1108]
section — [827, 168, 1227, 331]
section-title: சிங்கம்புணரி தெற்கு ஒன்றியம் — [1262, 2, 1641, 32]
section — [0, 748, 403, 976]
section — [1252, 383, 1652, 644]
section-title: கல்லல் மேற்கு ஒன்றியம் — [1262, 1044, 1641, 1074]
section-paragraph: அமைப்பாளர் - ரா. ராஜாராம் மேலப்பூங்குடி ஊராட்சி கீழப்பூங்குடி சிவகங்கை மாவட்டம். — [830, 629, 1224, 659]
section-title: காளையார்கோவில் தெற்கு ஒன்றியம் — [838, 1422, 1216, 1452]
section-paragraph: அமைப்பாளர் - கா. பிரதீப் 43/39 பிரமசாமி கவுண்டர் வீதி, சீனிவாசபுரம், கோவை. — [414, 964, 813, 995]
section-paragraph: துணை அமைப்பாளர்கள் - 1) ம. சந்துரு அரளிக்கோட்டை சிங்கம்புணரி சிவகங்கை மாவட்டம். 2) சி. லெட்சுமணன் மு.சூரக்குடி சிங்கம்புணரி சிவகங்கை மாவட்டம். 3) ம. இளையராஜா மும்பப்பட்டி சிங்கம்புணரி சிவகங்கை மாவட்டம். 4) சு. தீபிகா வேட்டைப்பட்டி சிங்கம்புணரி சிவகங்கை மாவட்டம். 5) ம. பசும்பொன், ஜெயங்கொண்டநிலை சிவகங்கை மாவட்டம். 6) செ. விஜய் பிரபாகரன் கிருஷ்ணாபுரம் சிவகங்கை மாவட்டம். 7) சு. சிவஸ்ரீ ஏரியூர் சிவகங்கை மாவட்டம். — [1255, 68, 1649, 196]
section-paragraph: துணை அமைப்பாளர்கள் - 1) ஆ. ஆல்பர்ட் சூரம்பட்டி கல்லல் ஒன்றியம் சிவகங்கை மாவட்டம். 2) வ. ராமு, இந்திரா நகர் கல்லல் ஒன்றியம் சிவகங்கை மாவட்டம். 3) ம. சரவணன் செம்பனூர் கல்லல் ஒன்றியம் சிவகங்கை மாவட்டம். 4) ம. ரோஹன்னா அருணாநிதி பாடத்தான்பட்டி கல்லல் வழி காரைக்குடி சிவகங்கை மாவட்டம். 5) த. சேதுபதி எஸ். ஆர். பட்டணம் கல்லல் ஒன்றியம் சிவகங்கை மாவட்டம். 6) ஜெ. ஸ்டீபன் ஜான் ராஜ் உ.செம்பனூர் கல்லல் சிவகங்கை மாவட்டம். 7) ரா. ரீனா, வேப்பங்குளம் சிவகங்கை மாவட்டம். — [1255, 912, 1649, 1040]
section — [0, 1178, 403, 1325]
section — [827, 1009, 1227, 1205]
district-title: சிவகங்கை மாவட்டம் — [839, 360, 1214, 392]
section-paragraph: துணை அமைப்பாளர்கள் - 1) க. தர்ஷன் 6/12, விவேகானந்தபுரம், பெரியநாயக்கன்பாளையம், கோவை - 641020. 2) ரா. ஹரிகிருஷ்ணா 154, காமராஜ் நகர், ஜோதிபுரம், கோவை - 641047. 3) வி. ரகு பிரசாத் 1/149, காமராஜ் நகர், ஜோதிபுரம், கோவை - 47. 4) சு. அஸ்வின், 57ழ1, பட்டக்காரர் வீதி, ஜோதிபுரம், கோவை - 47. 5) ப. பவித்ரா, 4/35, அம்மாசை கவு வீதி ஜோதிபுரம், கோவை - 47. — [830, 234, 1224, 330]
section-paragraph: 5) ஏ. இலக்கியா 16/3-காளியம்மாள் குடியிருப்பு, துடியலூர், கோவை - 641034. — [3, 1491, 400, 1522]
section-title: சிறுமுகை பேரூர் — [11, 1692, 392, 1722]
section-title: காளப்பட்டி பகுதி — [11, 399, 392, 429]
